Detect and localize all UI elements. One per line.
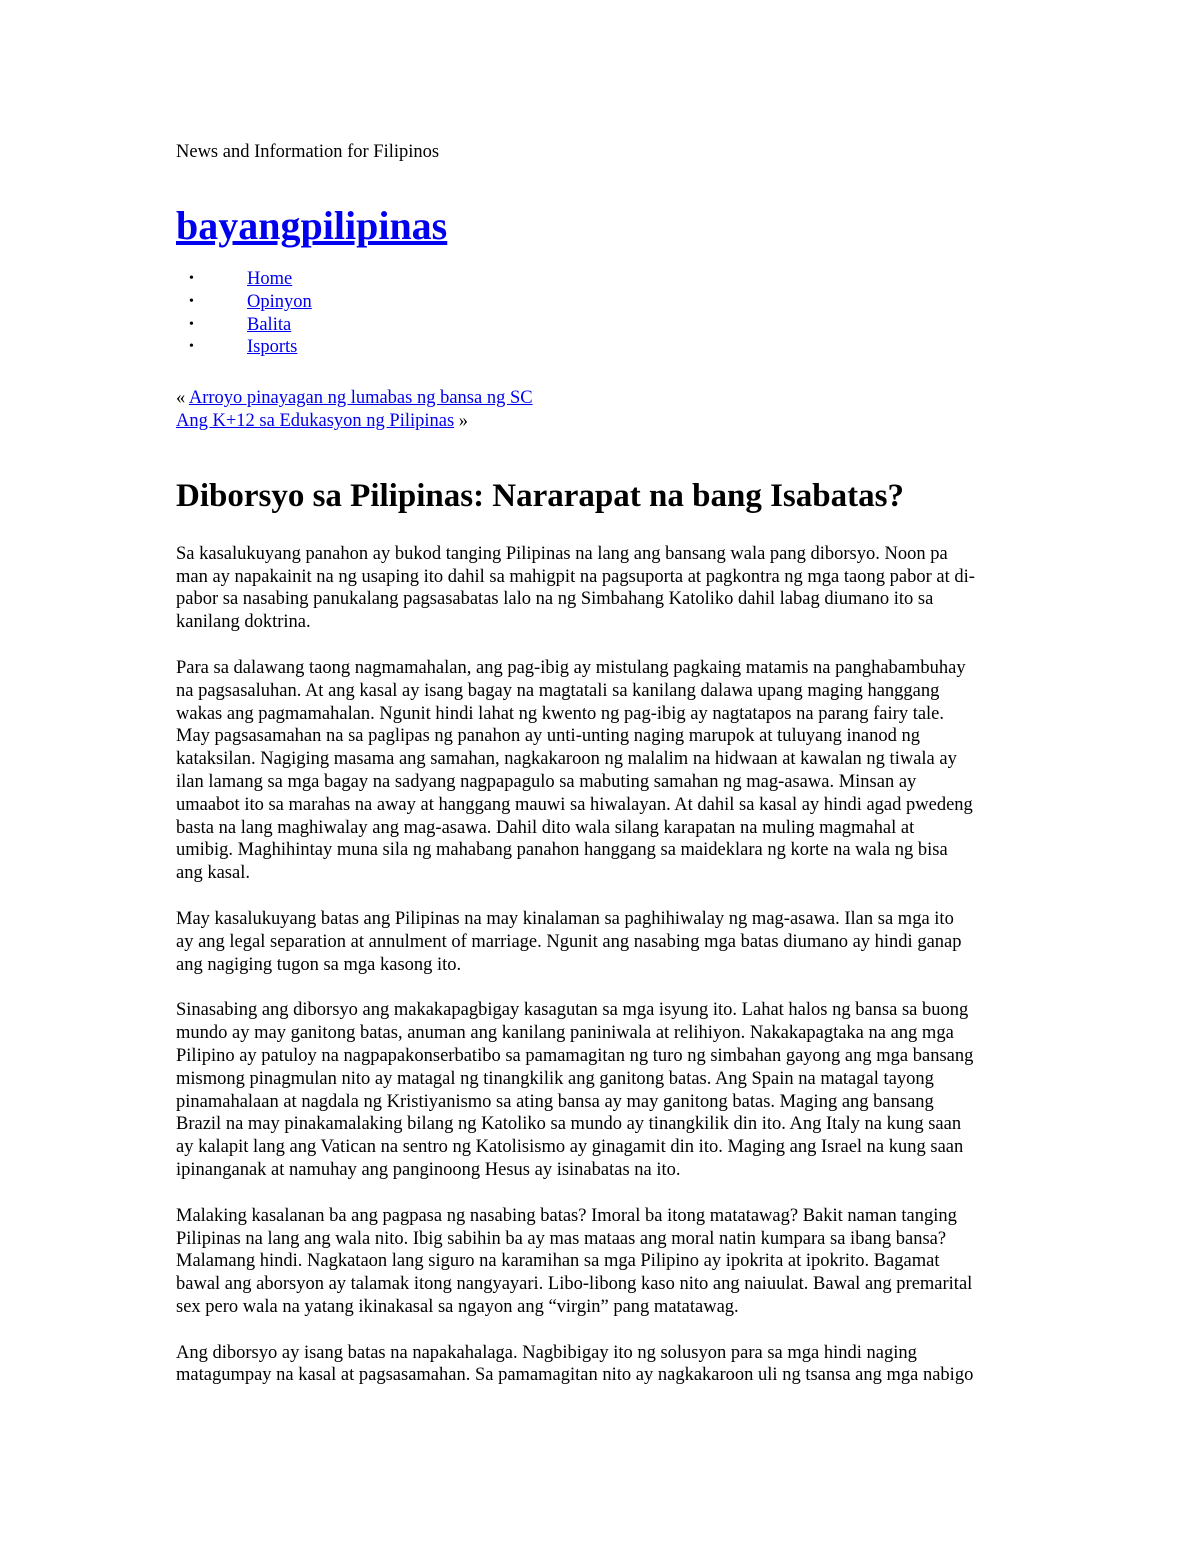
previous-post xyxy=(176,387,1028,410)
next-post-arrow: » xyxy=(454,410,469,431)
next-post xyxy=(176,410,1028,433)
nav-link-home[interactable]: Home xyxy=(247,269,293,289)
previous-post-arrow: « xyxy=(176,388,189,409)
nav-link-isports[interactable]: Isports xyxy=(247,337,298,358)
site-title-link[interactable]: bayangpilipinas xyxy=(176,203,448,248)
nav-item-home xyxy=(189,268,1028,291)
article-paragraph: Para sa dalawang taong nagmamahalan, ang pag-ibig ay mistulang pagkaing matamis na panghabambuhay na pagsasaluhan. At ang kasal ay isang bagay na magtatali sa kanilang dalawa upang maging hanggang wakas ang pagmamahalan. Ngunit hindi lahat ng kwento ng pag-ibig ay nagtatapos na parang fairy tale. May pagsasamahan na sa paglipas ng panahon ay unti-unting naging marupok at tuluyang inanod ng kataksilan. Nagiging masama ang samahan, nagkakaroon ng malalim na hidwaan at kawalan ng tiwala ay ilan lamang sa mga bagay na sadyang nagpapagulo sa mabuting samahan ng mag-asawa. Minsan ay umaabot ito sa marahas na away at hanggang mauwi sa hiwalayan. At dahil sa kasal ay hindi agad pwedeng basta na lang maghiwalay ang mag-asawa. Dahil dito wala silang karapatan na muling magmahal at umibig. Maghihintay muna sila ng mahabang panahon hanggang sa maideklara ng korte na wala ng bisa ang kasal. xyxy=(176,657,973,884)
article-title: Diborsyo sa Pilipinas: Nararapat na bang Isabatas? xyxy=(176,477,904,514)
bullet-icon: • xyxy=(189,271,194,286)
page-content xyxy=(176,141,1028,1410)
nav-item-isports xyxy=(189,336,1028,359)
post-navigation xyxy=(176,387,1028,433)
article-paragraph: Malaking kasalanan ba ang pagpasa ng nasabing batas? Imoral ba itong matatawag? Bakit naman tanging Pilipinas na lang ang wala nito. Ibig sabihin ba ay mas mataas ang moral natin kumpara sa ibang bansa? Malamang hindi. Nagkataon lang siguro na karamihan sa mga Pilipino ay ipokrita at ipokrito. Bagamat bawal ang aborsyon ay talamak itong nangyayari. Libo-libong kaso nito ang naiuulat. Bawal ang premarital sex pero wala na yatang ikinakasal sa ngayon ang “virgin” pang matatawag. xyxy=(176,1205,973,1317)
nav-link-balita[interactable]: Balita xyxy=(247,314,292,335)
site-tagline: News and Information for Filipinos xyxy=(176,142,440,162)
nav-link-opinyon[interactable]: Opinyon xyxy=(247,291,312,312)
article-paragraph: Sinasabing ang diborsyo ang makakapagbigay kasagutan sa mga isyung ito. Lahat halos ng bansa sa buong mundo ay may ganitong batas, anuman ang kanilang paniniwala at relihiyon. Nakakapagtaka na ang mga Pilipino ay patuloy na nagpapakonserbatibo sa pamamagitan ng turo ng simbahan gayong ang mga bansang mismong pinagmulan nito ay matagal ng tinangkilik ang ganitong batas. Ang Spain na matagal tayong pinamahalaan at nagdala ng Kristiyanismo sa ating bansa ay may ganitong batas. Maging ang bansang Brazil na may pinakamalaking bilang ng Katoliko sa mundo ay tinangkilik din ito. Ang Italy na kung saan ay kalapit lang ang Vatican na sentro ng Katolisismo ay ginagamit din ito. Maging ang Israel na kung saan ipinanganak at namuhay ang panginoong Hesus ay isinabatas na ito. xyxy=(176,1000,974,1180)
nav-item-balita xyxy=(189,314,1028,337)
main-nav xyxy=(176,268,1028,359)
article-body xyxy=(176,543,1028,1388)
next-post-link[interactable]: Ang K+12 sa Edukasyon ng Pilipinas xyxy=(176,410,455,431)
bullet-icon: • xyxy=(189,316,194,332)
nav-item-opinyon xyxy=(189,291,1028,314)
previous-post-link[interactable]: Arroyo pinayagan ng lumabas ng bansa ng SC xyxy=(188,388,533,409)
site-title xyxy=(176,200,1028,252)
article-paragraph: Sa kasalukuyang panahon ay bukod tanging Pilipinas na lang ang bansang wala pang diborsyo. Noon pa man ay napakainit na ng usaping ito dahil sa mahigpit na pagsuporta at pagkontra ng mga taong pabor at di- pabor sa nasabing panukalang pagsasabatas lalo na ng Simbahang Katoliko dahil labag diumano ito sa kanilang doktrina. xyxy=(176,543,975,633)
article-paragraph: Ang diborsyo ay isang batas na napakahalaga. Nagbibigay ito ng solusyon para sa mga hindi naging matagumpay na kasal at pagsasamahan. Sa pamamagitan nito ay nagkakaroon uli ng tsansa ang mga nabigo xyxy=(176,1342,974,1386)
bullet-icon: • xyxy=(189,293,194,309)
article-paragraph: May kasalukuyang batas ang Pilipinas na may kinalaman sa paghihiwalay ng mag-asawa. Ilan sa mga ito ay ang legal separation at annulment of marriage. Ngunit ang nasabing mga batas diumano ay hindi ganap ang nagiging tugon sa mga kasong ito. xyxy=(176,908,962,975)
bullet-icon: • xyxy=(189,339,194,355)
